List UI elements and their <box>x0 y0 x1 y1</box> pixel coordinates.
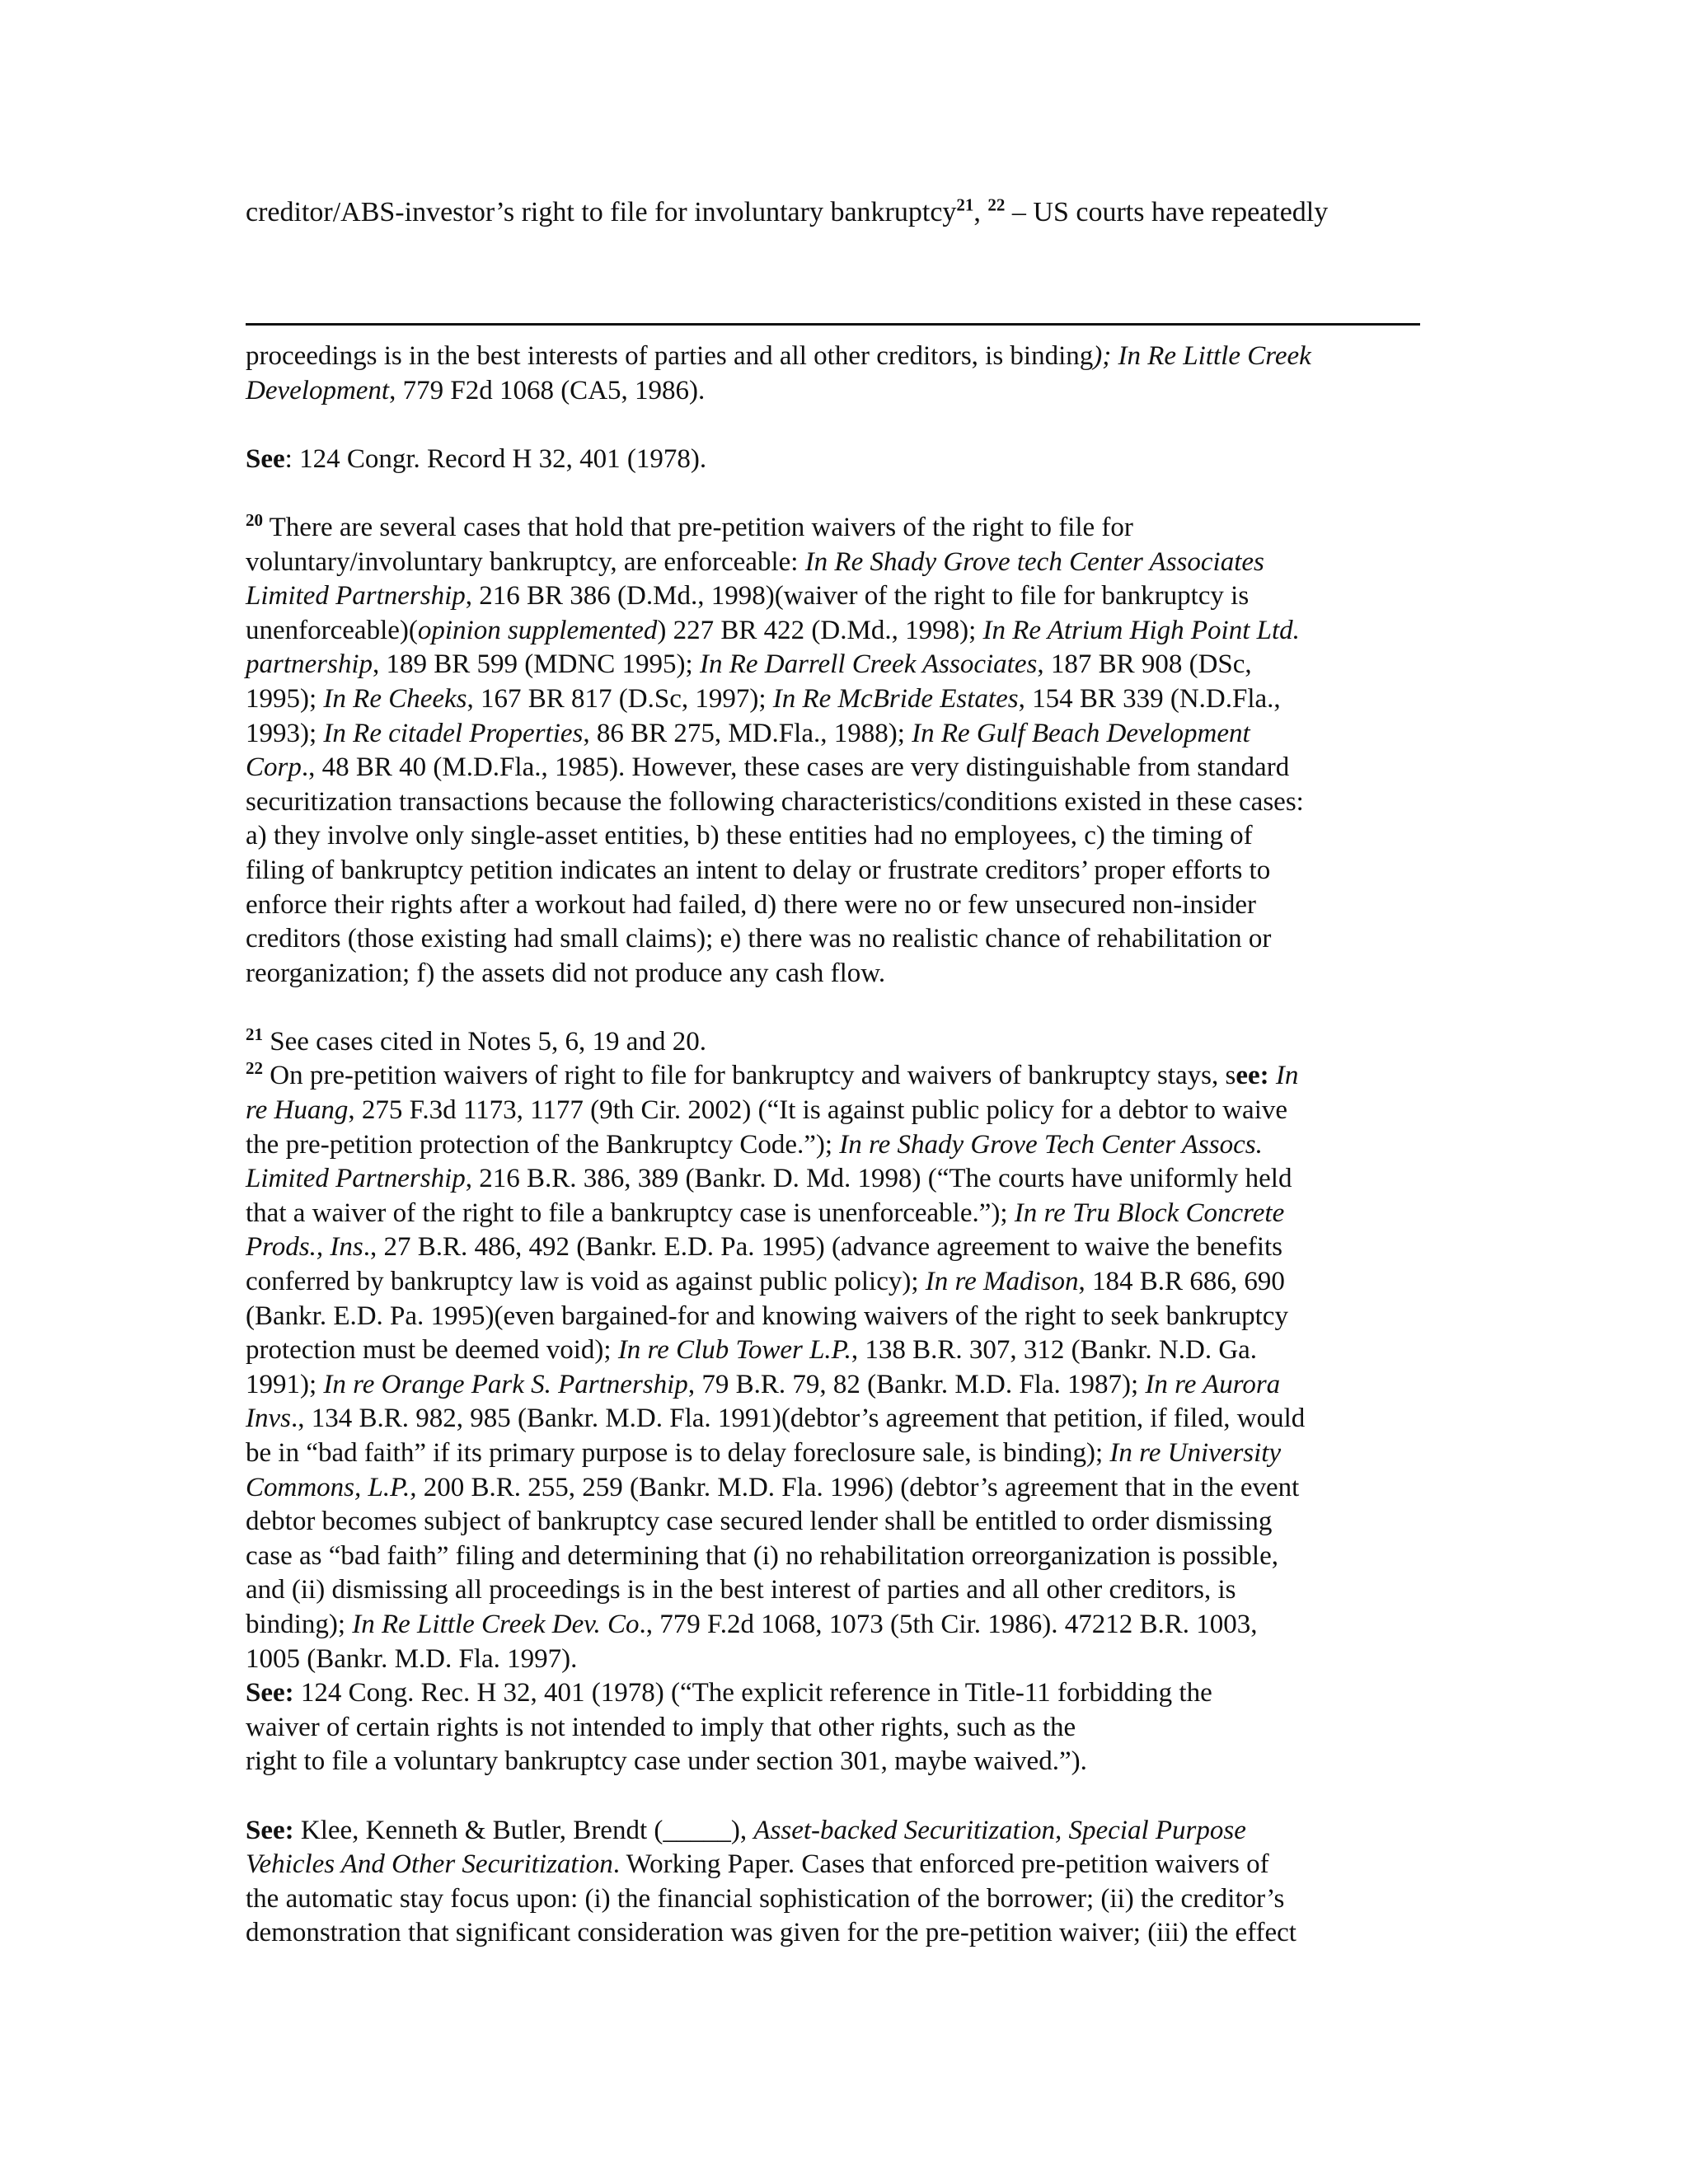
footnote-20-line: a) they involve only single-asset entities, b) these entities had no employees, c) the timing of <box>246 821 1253 851</box>
footnote-20-line: securitization transactions because the following characteristics/conditions existed in these cases: <box>246 786 1304 817</box>
footnote-19-cont-line: proceedings is in the best interests of parties and all other creditors, is binding); In Re Little Creek <box>246 341 1311 371</box>
footnote-21-line: $^{21}$ See cases cited in Notes 5, 6, 19 and 20. <box>246 1024 706 1057</box>
footnote-20-line: Limited Partnership, 216 BR 386 (D.Md., 1998)(waiver of the right to file for bankruptcy is <box>246 581 1250 612</box>
footnote-22-see-line: See: Klee, Kenneth & Butler, Brendt (_____), Asset-backed Securitization, Special Purpose <box>246 1815 1246 1845</box>
body-text-line: creditor/ABS-investor’s right to file for involuntary bankruptcy$^{21}$, $^{22}$ – US courts have repeatedly <box>246 194 1329 227</box>
footnote-22-line: case as “bad faith” filing and determining that (i) no rehabilitation orreorganization is possible, <box>246 1540 1279 1571</box>
footnote-22-see-line: waiver of certain rights is not intended to imply that other rights, such as the <box>246 1712 1076 1742</box>
footnote-22-line: (Bankr. E.D. Pa. 1995)(even bargained-for and knowing waivers of the right to seek bankruptcy <box>246 1301 1288 1331</box>
footnote-separator <box>246 323 1420 326</box>
footnote-22-line: Commons, L.P., 200 B.R. 255, 259 (Bankr. M.D. Fla. 1996) (debtor’s agreement that in the event <box>246 1472 1300 1502</box>
footnote-22-line: and (ii) dismissing all proceedings is in the best interest of parties and all other creditors, is <box>246 1575 1236 1605</box>
footnote-20-line: 1995); In Re Cheeks, 167 BR 817 (D.Sc, 1997); In Re McBride Estates, 154 BR 339 (N.D.Fla., <box>246 683 1281 714</box>
footnote-20-line: Corp., 48 BR 40 (M.D.Fla., 1985). However, these cases are very distinguishable from standard <box>246 752 1290 783</box>
footnote-number-20: 20 <box>246 509 263 530</box>
footnote-20-line: creditors (those existing had small claims); e) there was no realistic chance of rehabilitation or <box>246 924 1272 954</box>
footnote-20-line: $^{20}$ There are several cases that hold that pre-petition waivers of the right to file for <box>246 509 1133 542</box>
footnote-number-21: 21 <box>246 1024 263 1044</box>
footnote-22-line: debtor becomes subject of bankruptcy case secured lender shall be entitled to order dismissing <box>246 1507 1273 1537</box>
footnote-22-see-line: demonstration that significant consideration was given for the pre-petition waiver; (iii) the effect <box>246 1918 1296 1948</box>
footnotes <box>246 340 1432 1951</box>
footnote-22-line: Invs., 134 B.R. 982, 985 (Bankr. M.D. Fla. 1991)(debtor’s agreement that petition, if filed, would <box>246 1404 1306 1434</box>
footnote-20-line: partnership, 189 BR 599 (MDNC 1995); In Re Darrell Creek Associates, 187 BR 908 (DSc, <box>246 649 1252 680</box>
footnote-19-cont-line: Development, 779 F2d 1068 (CA5, 1986). <box>246 375 706 405</box>
footnote-22-line: conferred by bankruptcy law is void as against public policy); In re Madison, 184 B.R 686, 690 <box>246 1267 1285 1297</box>
footnote-20-line: enforce their rights after a workout had failed, d) there were no or few unsecured non-insider <box>246 889 1256 920</box>
footnote-ref-22[interactable]: 22 <box>987 194 1006 215</box>
footnote-22-see-line: the automatic stay focus upon: (i) the financial sophistication of the borrower; (ii) the creditor’s <box>246 1883 1285 1914</box>
footnote-22-line: $^{22}$ On pre-petition waivers of right to file for bankruptcy and waivers of bankruptcy stays, see: In <box>246 1058 1299 1091</box>
footnote-20-line: 1993); In Re citadel Properties, 86 BR 275, MD.Fla., 1988); In Re Gulf Beach Development <box>246 718 1250 748</box>
footnote-22-see-line: Vehicles And Other Securitization. Working Paper. Cases that enforced pre-petition waivers of <box>246 1849 1269 1880</box>
footnote-number-22: 22 <box>246 1058 263 1079</box>
footnote-20-line: unenforceable)(opinion supplemented) 227 BR 422 (D.Md., 1998); In Re Atrium High Point Ltd. <box>246 615 1300 645</box>
footnote-22-line: protection must be deemed void); In re Club Tower L.P., 138 B.R. 307, 312 (Bankr. N.D. Ga. <box>246 1335 1258 1366</box>
footnote-22-see-line: See: 124 Cong. Rec. H 32, 401 (1978) (“The explicit reference in Title-11 forbidding the <box>246 1678 1212 1708</box>
footnote-22-line: binding); In Re Little Creek Dev. Co., 779 F.2d 1068, 1073 (5th Cir. 1986). 47212 B.R. 1003, <box>246 1609 1258 1639</box>
footnote-22-line: the pre-petition protection of the Bankruptcy Code.”); In re Shady Grove Tech Center Assocs. <box>246 1129 1263 1160</box>
footnote-22-line: 1005 (Bankr. M.D. Fla. 1997). <box>246 1643 578 1674</box>
footnote-19-see-line: See: 124 Congr. Record H 32, 401 (1978). <box>246 443 707 474</box>
footnote-ref-21[interactable]: 21 <box>956 194 974 215</box>
footnote-22-see-line: right to file a voluntary bankruptcy case under section 301, maybe waived.”). <box>246 1746 1087 1777</box>
footnote-22-line: be in “bad faith” if its primary purpose is to delay foreclosure sale, is binding); In re University <box>246 1438 1282 1468</box>
footnote-20-line: voluntary/involuntary bankruptcy, are enforceable: In Re Shady Grove tech Center Associates <box>246 546 1264 577</box>
footnote-22-line: re Huang, 275 F.3d 1173, 1177 (9th Cir. 2002) (“It is against public policy for a debtor to waive <box>246 1095 1288 1126</box>
footnote-22-line: Prods., Ins., 27 B.R. 486, 492 (Bankr. E.D. Pa. 1995) (advance agreement to waive the benefits <box>246 1232 1282 1263</box>
footnote-20-line: filing of bankruptcy petition indicates an intent to delay or frustrate creditors’ proper efforts to <box>246 855 1271 885</box>
footnote-22-line: Limited Partnership, 216 B.R. 386, 389 (Bankr. D. Md. 1998) (“The courts have uniformly held <box>246 1164 1292 1194</box>
footnote-22-line: 1991); In re Orange Park S. Partnership, 79 B.R. 79, 82 (Bankr. M.D. Fla. 1987); In re Aurora <box>246 1369 1281 1399</box>
footnote-22-line: that a waiver of the right to file a bankruptcy case is unenforceable.”); In re Tru Block Concrete <box>246 1197 1285 1228</box>
footnote-20-line: reorganization; f) the assets did not produce any cash flow. <box>246 958 886 988</box>
